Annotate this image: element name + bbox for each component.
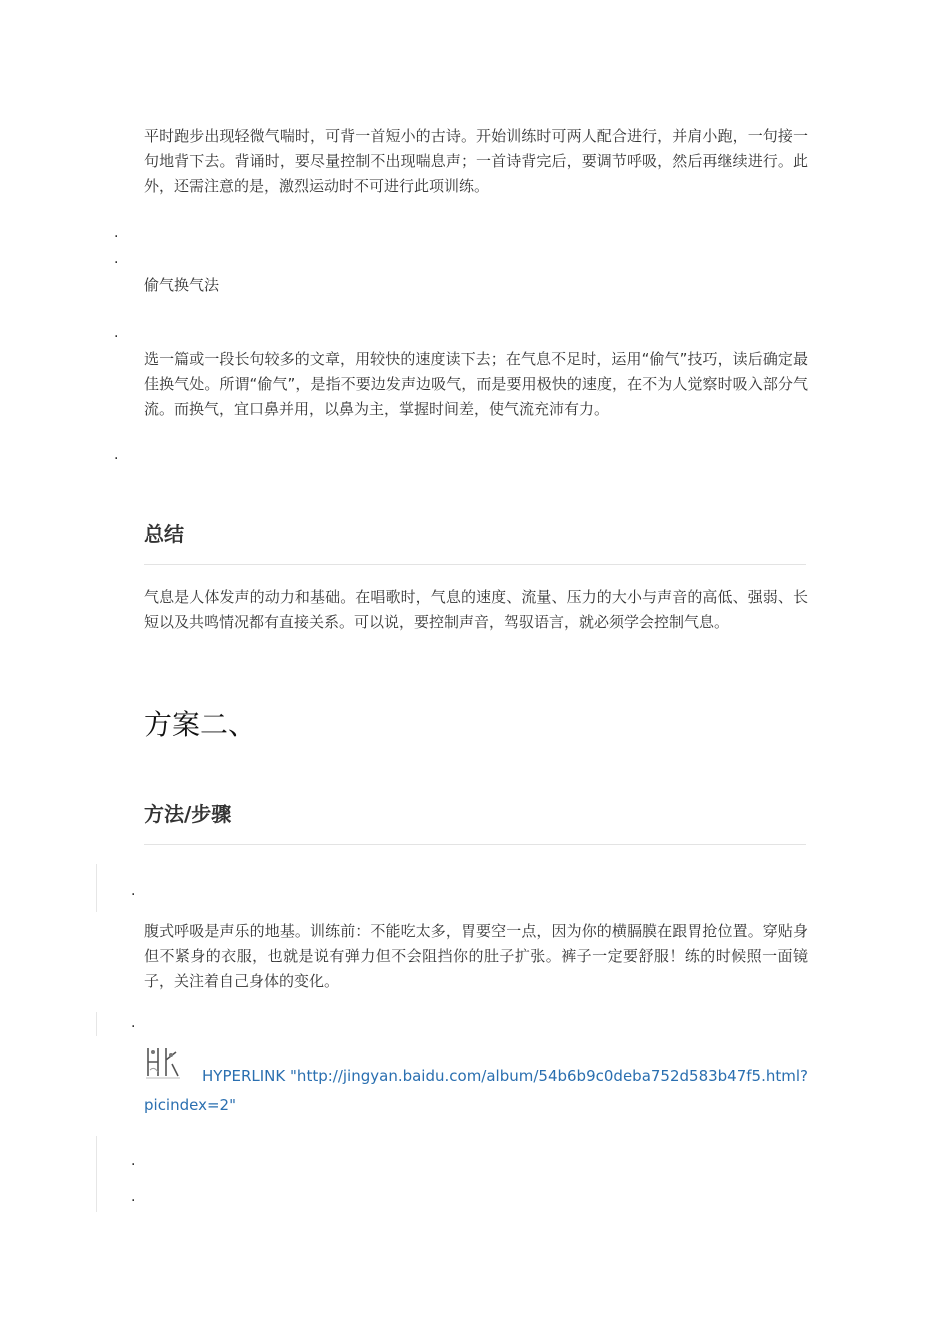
subheading-steal-breath: 偷气换气法 <box>144 276 220 294</box>
list-bullet: · <box>114 229 119 245</box>
summary-paragraph: 气息是人体发声的动力和基础。在唱歌时，气息的速度、流量、压力的大小与声音的高低、强弱、长短以及共鸣情况都有直接关系。可以说，要控制声音，驾驭语言，就必须学会控制气息。 <box>144 588 808 631</box>
hyperlink-url-continued[interactable]: picindex=2" <box>144 1096 236 1114</box>
steps-heading: 方法/步骤 <box>144 802 232 826</box>
list-guide-line <box>96 864 97 912</box>
list-bullet: · <box>131 887 136 903</box>
list-bullet: · <box>114 329 119 345</box>
paragraph-abdominal-breathing: 腹式呼吸是声乐的地基。训练前：不能吃太多，胃要空一点，因为你的横膈膜在跟胃抢位置。穿贴身但不紧身的衣服，也就是说有弹力但不会阻挡你的肚子扩张。裤子一定要舒服！练的时候照一面镜子，关注着自己身体的变化。 <box>144 922 808 990</box>
list-bullet: · <box>114 255 119 271</box>
summary-heading: 总结 <box>144 522 184 546</box>
list-guide-line <box>96 1012 97 1036</box>
hyperlink-keyword[interactable]: HYPERLINK <box>202 1067 286 1085</box>
list-bullet: · <box>114 451 119 467</box>
list-guide-line <box>96 1136 97 1212</box>
plan-two-title: 方案二、 <box>144 708 257 741</box>
hyperlink-line[interactable] <box>202 1062 808 1091</box>
hyperlink-url[interactable]: "http://jingyan.baidu.com/album/54b6b9c0deba752d583b47f5.html? <box>290 1067 808 1085</box>
heading-divider <box>144 844 806 845</box>
list-bullet: · <box>131 1019 136 1035</box>
paragraph-running-poem: 平时跑步出现轻微气喘时，可背一首短小的古诗。开始训练时可两人配合进行，并肩小跑，一句接一句地背下去。背诵时，要尽量控制不出现喘息声；一首诗背完后，要调节呼吸，然后再继续进行。此外，还需注意的是，激烈运动时不可进行此项训练。 <box>144 127 808 195</box>
list-bullet: · <box>131 1157 136 1173</box>
broken-image-icon[interactable] <box>144 1042 182 1080</box>
list-bullet: · <box>131 1193 136 1209</box>
heading-divider <box>144 564 806 565</box>
paragraph-steal-breath: 选一篇或一段长句较多的文章，用较快的速度读下去；在气息不足时，运用“偷气”技巧，读后确定最佳换气处。所谓“偷气”，是指不要边发声边吸气，而是要用极快的速度，在不为人觉察时吸入部分气流。而换气，宜口鼻并用，以鼻为主，掌握时间差，使气流充沛有力。 <box>144 350 808 418</box>
